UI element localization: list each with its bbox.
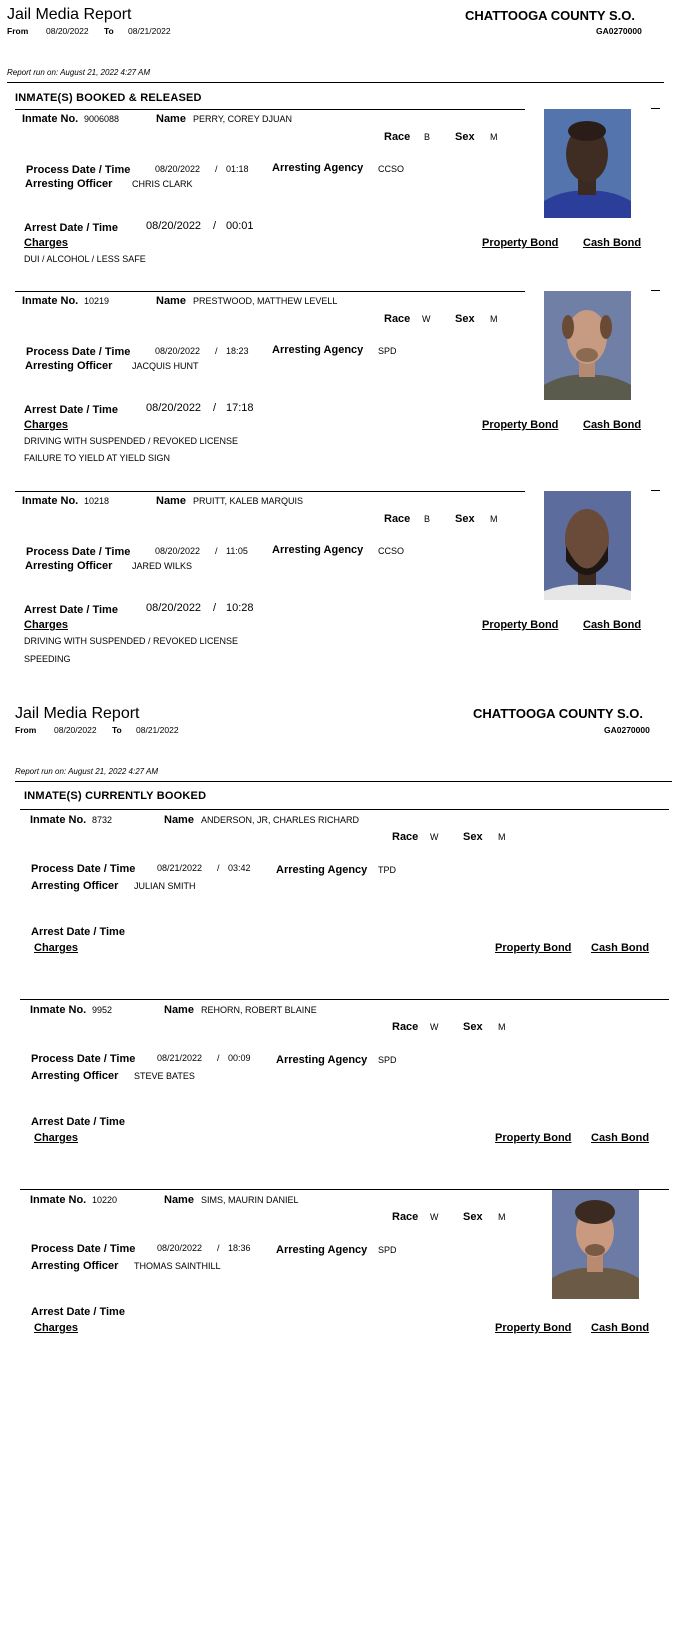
charge-item: SPEEDING	[24, 654, 71, 664]
officer-value: STEVE BATES	[134, 1071, 195, 1081]
inmate-no-label: Inmate No.	[22, 295, 79, 307]
race-label: Race	[392, 831, 419, 843]
process-date: 08/20/2022	[155, 164, 201, 174]
charge-item: FAILURE TO YIELD AT YIELD SIGN	[24, 453, 171, 463]
process-date: 08/20/2022	[157, 1243, 203, 1253]
property-bond-label: Property Bond	[482, 619, 559, 631]
section-title: INMATE(S) BOOKED & RELEASED	[15, 92, 202, 104]
officer-label: Arresting Officer	[31, 880, 119, 892]
process-time: 00:09	[228, 1053, 251, 1063]
agency-label: Arresting Agency	[276, 1244, 368, 1256]
ori-code: GA0270000	[604, 725, 650, 735]
officer-value: JACQUIS HUNT	[132, 361, 199, 371]
inmate-name: ANDERSON, JR, CHARLES RICHARD	[201, 815, 360, 825]
slash: /	[215, 346, 218, 356]
property-bond-label: Property Bond	[482, 237, 559, 249]
charges-label: Charges	[24, 237, 69, 249]
slash: /	[217, 1243, 220, 1253]
from-date: 08/20/2022	[54, 725, 97, 735]
dash-mark	[651, 290, 660, 291]
inmate-name: SIMS, MAURIN DANIEL	[201, 1195, 299, 1205]
record-divider	[15, 491, 525, 492]
inmate-no: 9006088	[84, 114, 120, 124]
process-label: Process Date / Time	[31, 1243, 136, 1255]
sex-value: M	[498, 1212, 506, 1222]
from-label: From	[7, 26, 29, 36]
charges-label: Charges	[34, 1322, 79, 1334]
record-divider	[15, 291, 525, 292]
process-label: Process Date / Time	[26, 346, 131, 358]
name-label: Name	[164, 1004, 194, 1016]
sex-label: Sex	[463, 1021, 483, 1033]
race-label: Race	[392, 1211, 419, 1223]
charge-item: DRIVING WITH SUSPENDED / REVOKED LICENSE	[24, 636, 239, 646]
slash: /	[217, 863, 220, 873]
sex-label: Sex	[455, 131, 475, 143]
arrest-label: Arrest Date / Time	[31, 1116, 125, 1128]
record-divider	[15, 109, 525, 110]
sex-label: Sex	[463, 1211, 483, 1223]
process-label: Process Date / Time	[26, 164, 131, 176]
officer-label: Arresting Officer	[31, 1070, 119, 1082]
inmate-no: 10219	[84, 296, 110, 306]
agency-label: Arresting Agency	[272, 162, 364, 174]
race-value: B	[424, 132, 431, 142]
property-bond-label: Property Bond	[495, 1132, 572, 1144]
arrest-time: 00:01	[226, 220, 254, 232]
inmate-photo	[544, 291, 631, 400]
sex-value: M	[490, 314, 498, 324]
process-date: 08/21/2022	[157, 863, 203, 873]
report-title: Jail Media Report	[15, 705, 140, 722]
divider	[7, 82, 664, 83]
to-date: 08/21/2022	[128, 26, 171, 36]
slash: /	[213, 602, 217, 614]
report-run: Report run on: August 21, 2022 4:27 AM	[7, 68, 151, 77]
charges-label: Charges	[34, 942, 79, 954]
agency-label: Arresting Agency	[276, 1054, 368, 1066]
inmate-name: PERRY, COREY DJUAN	[193, 114, 293, 124]
inmate-no: 9952	[92, 1005, 113, 1015]
charges-label: Charges	[24, 619, 69, 631]
inmate-no-label: Inmate No.	[22, 113, 79, 125]
officer-label: Arresting Officer	[25, 178, 113, 190]
officer-value: THOMAS SAINTHILL	[134, 1261, 221, 1271]
officer-label: Arresting Officer	[25, 560, 113, 572]
divider	[15, 781, 672, 782]
report-title: Jail Media Report	[7, 6, 132, 23]
process-time: 01:18	[226, 164, 249, 174]
agency-value: CCSO	[378, 164, 405, 174]
from-label: From	[15, 725, 37, 735]
officer-value: CHRIS CLARK	[132, 179, 193, 189]
process-time: 18:23	[226, 346, 249, 356]
sex-value: M	[490, 132, 498, 142]
process-date: 08/20/2022	[155, 346, 201, 356]
race-value: W	[430, 1212, 439, 1222]
race-label: Race	[384, 313, 411, 325]
inmate-no-label: Inmate No.	[22, 495, 79, 507]
name-label: Name	[164, 814, 194, 826]
inmate-name: PRUITT, KALEB MARQUIS	[193, 496, 304, 506]
inmate-no-label: Inmate No.	[30, 814, 87, 826]
to-date: 08/21/2022	[136, 725, 179, 735]
arrest-label: Arrest Date / Time	[24, 404, 118, 416]
dash-mark	[651, 490, 660, 491]
race-value: W	[430, 1022, 439, 1032]
arrest-label: Arrest Date / Time	[31, 926, 125, 938]
charges-label: Charges	[34, 1132, 79, 1144]
agency-name: CHATTOOGA COUNTY S.O.	[473, 706, 643, 721]
arrest-label: Arrest Date / Time	[31, 1306, 125, 1318]
arrest-date: 08/20/2022	[146, 602, 202, 614]
process-time: 11:05	[226, 546, 248, 556]
agency-value: CCSO	[378, 546, 405, 556]
agency-value: TPD	[378, 865, 396, 875]
slash: /	[215, 164, 218, 174]
name-label: Name	[156, 295, 186, 307]
race-value: W	[430, 832, 439, 842]
inmate-no: 10218	[84, 496, 110, 506]
race-label: Race	[392, 1021, 419, 1033]
property-bond-label: Property Bond	[482, 419, 559, 431]
arrest-time: 10:28	[226, 602, 254, 614]
agency-value: SPD	[378, 1055, 397, 1065]
agency-label: Arresting Agency	[276, 864, 368, 876]
race-value: W	[422, 314, 431, 324]
race-label: Race	[384, 513, 411, 525]
agency-value: SPD	[378, 346, 397, 356]
inmate-photo	[544, 109, 631, 218]
sex-value: M	[498, 832, 506, 842]
officer-label: Arresting Officer	[31, 1260, 119, 1272]
ori-code: GA0270000	[596, 26, 642, 36]
dash-mark	[651, 108, 660, 109]
agency-label: Arresting Agency	[272, 344, 364, 356]
charge-item: DUI / ALCOHOL / LESS SAFE	[24, 254, 146, 264]
inmate-no-label: Inmate No.	[30, 1194, 87, 1206]
process-date: 08/21/2022	[157, 1053, 203, 1063]
arrest-time: 17:18	[226, 402, 254, 414]
race-label: Race	[384, 131, 411, 143]
inmate-no: 8732	[92, 815, 113, 825]
cash-bond-label: Cash Bond	[583, 237, 642, 249]
agency-name: CHATTOOGA COUNTY S.O.	[465, 8, 635, 23]
inmate-no-label: Inmate No.	[30, 1004, 87, 1016]
process-label: Process Date / Time	[26, 546, 131, 558]
officer-value: JULIAN SMITH	[134, 881, 196, 891]
agency-value: SPD	[378, 1245, 397, 1255]
record-divider	[20, 809, 669, 810]
agency-label: Arresting Agency	[272, 544, 364, 556]
charges-label: Charges	[24, 419, 69, 431]
inmate-no: 10220	[92, 1195, 118, 1205]
inmate-name: REHORN, ROBERT BLAINE	[201, 1005, 317, 1015]
sex-label: Sex	[455, 313, 475, 325]
sex-value: M	[498, 1022, 506, 1032]
slash: /	[213, 220, 217, 232]
inmate-photo	[552, 1190, 639, 1299]
officer-label: Arresting Officer	[25, 360, 113, 372]
sex-label: Sex	[463, 831, 483, 843]
cash-bond-label: Cash Bond	[583, 419, 642, 431]
arrest-label: Arrest Date / Time	[24, 222, 118, 234]
sex-value: M	[490, 514, 498, 524]
cash-bond-label: Cash Bond	[583, 619, 642, 631]
record-divider	[20, 999, 669, 1000]
name-label: Name	[156, 113, 186, 125]
arrest-date: 08/20/2022	[146, 402, 202, 414]
arrest-date: 08/20/2022	[146, 220, 202, 232]
section-title: INMATE(S) CURRENTLY BOOKED	[24, 790, 207, 802]
slash: /	[217, 1053, 220, 1063]
process-date: 08/20/2022	[155, 546, 201, 556]
race-value: B	[424, 514, 431, 524]
to-label: To	[112, 725, 122, 735]
cash-bond-label: Cash Bond	[591, 942, 650, 954]
property-bond-label: Property Bond	[495, 942, 572, 954]
process-time: 03:42	[228, 863, 251, 873]
report-run: Report run on: August 21, 2022 4:27 AM	[15, 767, 159, 776]
from-date: 08/20/2022	[46, 26, 89, 36]
process-label: Process Date / Time	[31, 863, 136, 875]
slash: /	[215, 546, 218, 556]
cash-bond-label: Cash Bond	[591, 1322, 650, 1334]
sex-label: Sex	[455, 513, 475, 525]
slash: /	[213, 402, 217, 414]
process-time: 18:36	[228, 1243, 251, 1253]
to-label: To	[104, 26, 114, 36]
inmate-name: PRESTWOOD, MATTHEW LEVELL	[193, 296, 338, 306]
charge-item: DRIVING WITH SUSPENDED / REVOKED LICENSE	[24, 436, 239, 446]
name-label: Name	[156, 495, 186, 507]
name-label: Name	[164, 1194, 194, 1206]
officer-value: JARED WILKS	[132, 561, 193, 571]
arrest-label: Arrest Date / Time	[24, 604, 118, 616]
cash-bond-label: Cash Bond	[591, 1132, 650, 1144]
inmate-photo	[544, 491, 631, 600]
property-bond-label: Property Bond	[495, 1322, 572, 1334]
process-label: Process Date / Time	[31, 1053, 136, 1065]
